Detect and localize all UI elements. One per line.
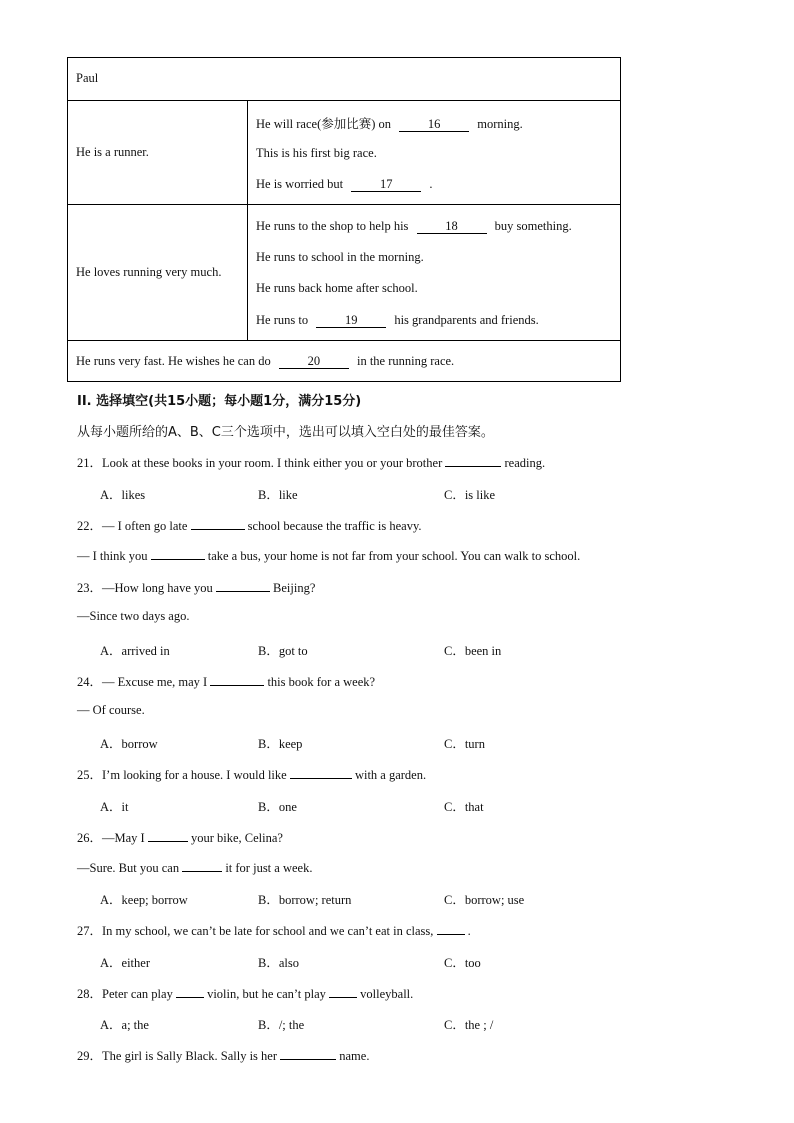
table-line: He runs to school in the morning.: [256, 250, 424, 264]
table-line: He will race(参加比赛) on 16 morning.: [256, 117, 523, 131]
answer-blank[interactable]: [191, 517, 245, 530]
table-row-runner-label: He is a runner.: [68, 101, 248, 204]
question-22-reply: — I think you take a bus, your home is not far from your school. You can walk to school.: [77, 549, 581, 563]
option-b[interactable]: B．keep: [258, 737, 303, 751]
table-footer-row: [68, 341, 620, 383]
option-a[interactable]: A．borrow: [100, 737, 158, 751]
answer-blank[interactable]: [176, 985, 204, 998]
blank-17[interactable]: 17: [351, 177, 421, 192]
section-title: II. 选择填空(共15小题；每小题1分，满分15分): [77, 394, 362, 409]
option-a[interactable]: A．a; the: [100, 1018, 149, 1032]
question-23: 23．—How long have you Beijing?: [77, 581, 316, 595]
question-27: 27．In my school, we can’t be late for school and we can’t eat in class, .: [77, 924, 471, 938]
answer-blank[interactable]: [151, 547, 205, 560]
question-21: 21．Look at these books in your room. I think either you or your brother reading.: [77, 456, 546, 470]
table-row-loves-running-label: He loves running very much.: [68, 205, 248, 340]
table-header-text: Paul: [76, 71, 99, 85]
option-a[interactable]: A．likes: [100, 488, 146, 502]
answer-blank[interactable]: [182, 859, 222, 872]
question-24: 24．— Excuse me, may I this book for a week?: [77, 675, 376, 689]
answer-blank[interactable]: [445, 454, 501, 467]
answer-blank[interactable]: [210, 673, 264, 686]
table-footer-text: He runs very fast. He wishes he can do 20 in the running race.: [76, 354, 455, 368]
blank-18[interactable]: 18: [417, 219, 487, 234]
option-c[interactable]: C．been in: [444, 644, 502, 658]
blank-20[interactable]: 20: [279, 354, 349, 369]
answer-blank[interactable]: [290, 766, 352, 779]
question-24-reply: — Of course.: [77, 703, 145, 717]
option-c[interactable]: C．borrow; use: [444, 893, 525, 907]
table-row-loves-running: [68, 205, 620, 341]
question-26-reply: —Sure. But you can it for just a week.: [77, 861, 313, 875]
option-a[interactable]: A．it: [100, 800, 129, 814]
option-c[interactable]: C．the ; /: [444, 1018, 494, 1032]
info-table: [67, 57, 621, 382]
answer-blank[interactable]: [437, 922, 465, 935]
option-b[interactable]: B．borrow; return: [258, 893, 352, 907]
section-instruction: 从每小题所给的A、B、C三个选项中，选出可以填入空白处的最佳答案。: [77, 425, 494, 440]
table-row-runner: [68, 101, 620, 205]
table-line: He is worried but 17 .: [256, 177, 433, 191]
option-a[interactable]: A．arrived in: [100, 644, 170, 658]
answer-blank[interactable]: [148, 829, 188, 842]
table-line: This is his first big race.: [256, 146, 377, 160]
question-22: 22．— I often go late school because the traffic is heavy.: [77, 519, 422, 533]
answer-blank[interactable]: [329, 985, 357, 998]
blank-16[interactable]: 16: [399, 117, 469, 132]
option-a[interactable]: A．keep; borrow: [100, 893, 188, 907]
table-header-row: [68, 58, 620, 101]
option-b[interactable]: B．got to: [258, 644, 308, 658]
table-line: He runs to 19 his grandparents and friends.: [256, 313, 539, 327]
option-c[interactable]: C．too: [444, 956, 481, 970]
option-b[interactable]: B．also: [258, 956, 299, 970]
answer-blank[interactable]: [280, 1047, 336, 1060]
table-line: He runs back home after school.: [256, 281, 418, 295]
question-28: 28．Peter can play violin, but he can’t play volleyball.: [77, 987, 414, 1001]
question-23-reply: —Since two days ago.: [77, 609, 190, 623]
question-26: 26．—May I your bike, Celina?: [77, 831, 283, 845]
option-c[interactable]: C．is like: [444, 488, 496, 502]
table-line: He runs to the shop to help his 18 buy something.: [256, 219, 572, 233]
question-29: 29．The girl is Sally Black. Sally is her name.: [77, 1049, 370, 1063]
option-b[interactable]: B．/; the: [258, 1018, 305, 1032]
option-b[interactable]: B．like: [258, 488, 298, 502]
option-c[interactable]: C．that: [444, 800, 484, 814]
option-a[interactable]: A．either: [100, 956, 150, 970]
question-25: 25．I’m looking for a house. I would like with a garden.: [77, 768, 427, 782]
option-b[interactable]: B．one: [258, 800, 297, 814]
table-row-loves-running-details: [248, 205, 620, 340]
answer-blank[interactable]: [216, 579, 270, 592]
option-c[interactable]: C．turn: [444, 737, 485, 751]
blank-19[interactable]: 19: [316, 313, 386, 328]
table-row-runner-details: [248, 101, 620, 204]
